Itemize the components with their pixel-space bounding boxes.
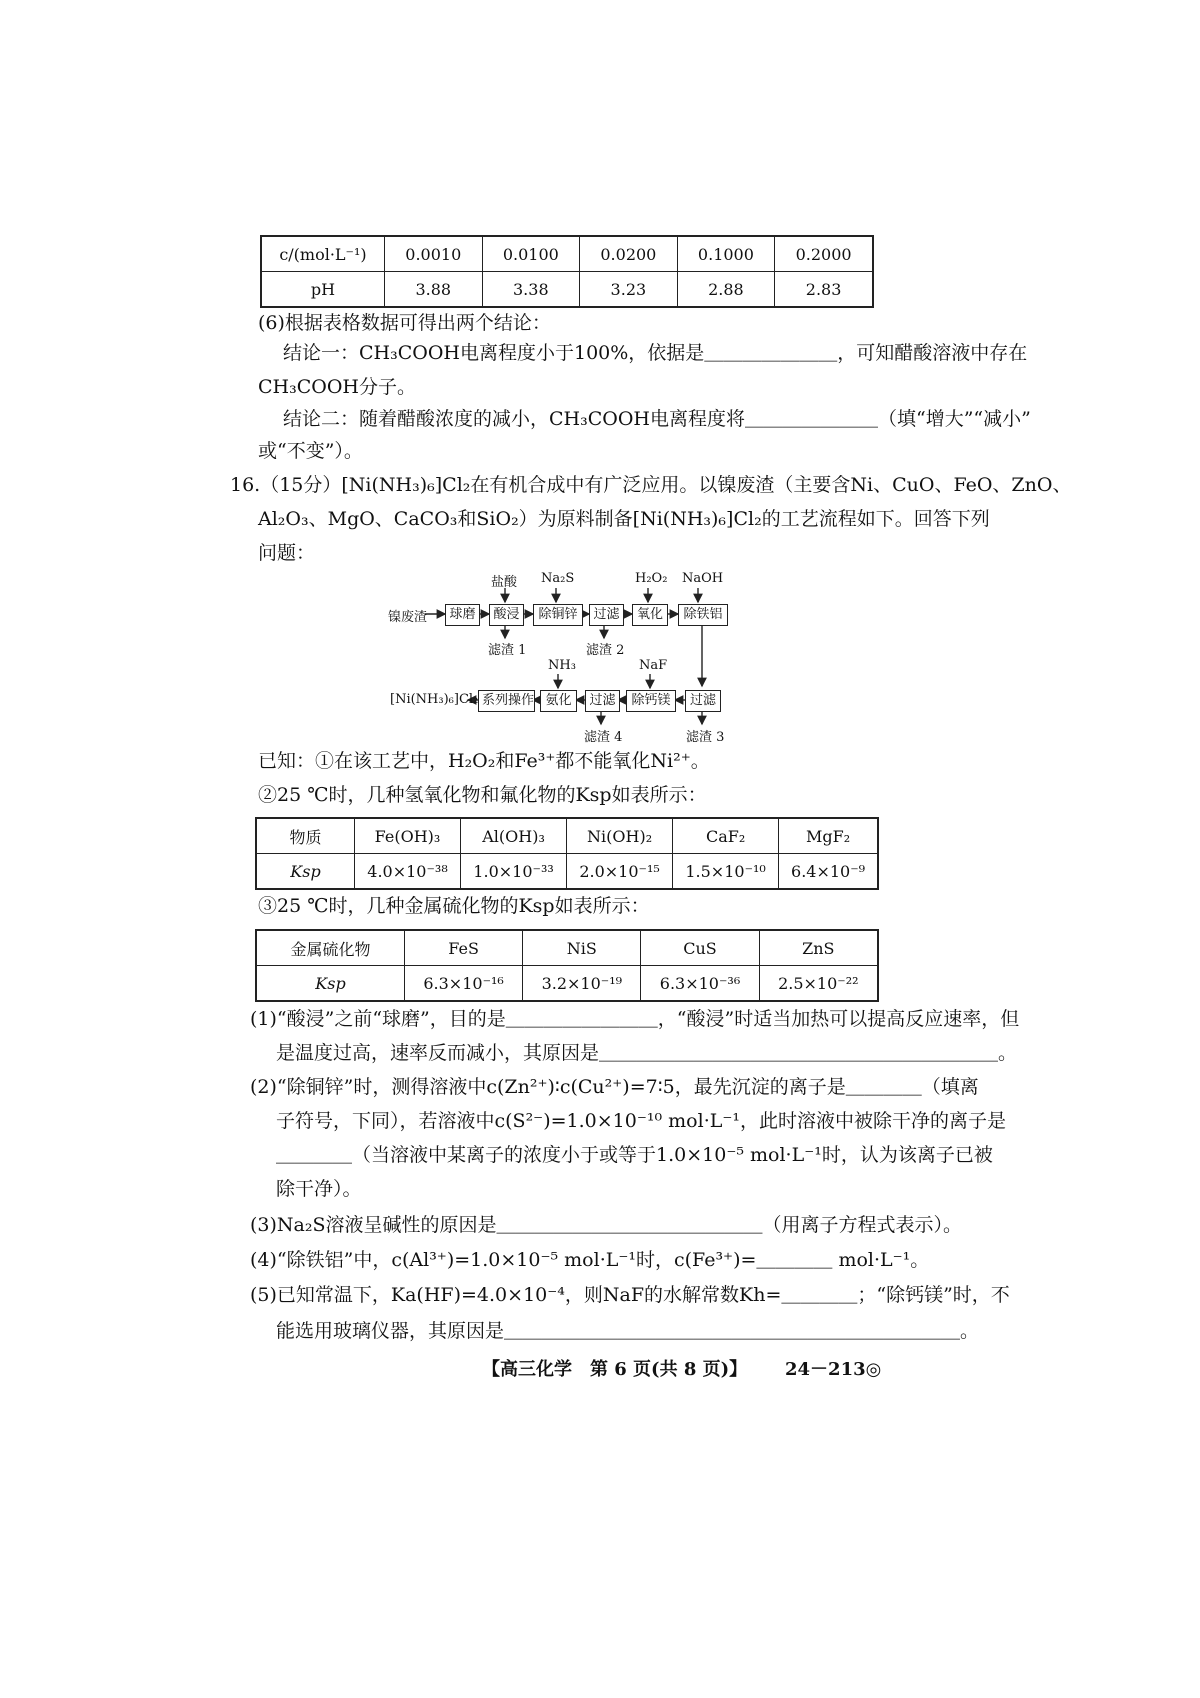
table-cell: Ni(OH)₂ (567, 818, 673, 854)
flow-reagent: NaF (639, 658, 668, 673)
table-cell: 0.0100 (482, 236, 580, 272)
table-cell: c/(mol·L⁻¹) (261, 236, 385, 272)
question-text: Al₂O₃、MgO、CaCO₃和SiO₂）为原料制备[Ni(NH₃)₆]Cl₂的工艺流程如下。回答下列 (258, 508, 990, 530)
hydroxide-fluoride-ksp-table (255, 817, 879, 890)
table-cell: Ksp (256, 854, 355, 890)
question-text: (6)根据表格数据可得出两个结论： (258, 312, 551, 334)
table-cell: Al(OH)₃ (461, 818, 567, 854)
question-text: (1)“酸浸”之前“球磨”，目的是＿＿＿＿＿＿＿＿，“酸浸”时适当加热可以提高反应速率，但 (250, 1008, 1020, 1030)
page-code: 24－213◎ (785, 1359, 882, 1380)
table-cell: 0.0010 (385, 236, 483, 272)
flow-step: 氧化 (632, 604, 668, 626)
flow-residue: 滤渣 2 (586, 643, 625, 658)
table-row (256, 854, 878, 890)
flow-reagent: NH₃ (548, 658, 576, 673)
known-text: ②25 ℃时，几种氢氧化物和氟化物的Ksp如表所示： (258, 784, 707, 806)
question-text: 是温度过高，速率反而减小，其原因是＿＿＿＿＿＿＿＿＿＿＿＿＿＿＿＿＿＿＿＿＿。 (276, 1042, 1018, 1064)
question-text: 结论一：CH₃COOH电离程度小于100%，依据是＿＿＿＿＿＿＿，可知醋酸溶液中存在 (283, 342, 1028, 364)
flow-step: 过滤 (685, 690, 721, 712)
flow-reagent: 盐酸 (491, 575, 518, 590)
flow-step: 氨化 (540, 690, 577, 712)
page-footer: 【高三化学 第 6 页(共 8 页)】 (482, 1359, 748, 1380)
table-cell: pH (261, 272, 385, 308)
flow-start: 镍废渣 (388, 610, 428, 625)
question-text: (3)Na₂S溶液呈碱性的原因是＿＿＿＿＿＿＿＿＿＿＿＿＿＿（用离子方程式表示）。 (250, 1214, 963, 1236)
flow-reagent: Na₂S (541, 571, 575, 586)
flow-step: 除铁铝 (678, 604, 728, 626)
table-cell: 0.1000 (677, 236, 775, 272)
flow-step: 过滤 (585, 690, 620, 712)
flow-step: 除钙镁 (626, 690, 676, 712)
table-cell: 1.5×10⁻¹⁰ (673, 854, 779, 890)
question-text: 16.（15分）[Ni(NH₃)₆]Cl₂在有机合成中有广泛应用。以镍废渣（主要含Ni、CuO、FeO、ZnO、 (230, 474, 1072, 496)
flow-step: 过滤 (589, 604, 624, 626)
table-cell: CaF₂ (673, 818, 779, 854)
table-cell: 3.23 (580, 272, 678, 308)
question-text: 结论二：随着醋酸浓度的减小，CH₃COOH电离程度将＿＿＿＿＿＿＿（填“增大”“减小” (283, 408, 1031, 430)
flow-residue: 滤渣 4 (584, 730, 623, 745)
table-cell: 4.0×10⁻³⁸ (355, 854, 461, 890)
flow-step: 酸浸 (489, 604, 524, 626)
table-cell: 2.5×10⁻²² (759, 966, 878, 1002)
question-text: 子符号，下同），若溶液中c(S²⁻)=1.0×10⁻¹⁰ mol·L⁻¹，此时溶液中被除干净的离子是 (276, 1110, 1006, 1132)
flow-reagent: NaOH (682, 571, 724, 586)
table-cell: 2.83 (775, 272, 873, 308)
table-cell: 6.4×10⁻⁹ (779, 854, 878, 890)
flow-product: [Ni(NH₃)₆]Cl₂ (390, 692, 479, 707)
question-text: 或“不变”）。 (258, 440, 363, 462)
table-cell: 2.0×10⁻¹⁵ (567, 854, 673, 890)
table-cell: 0.0200 (580, 236, 678, 272)
question-text: 问题： (258, 542, 316, 564)
question-text: (4)“除铁铝”中，c(Al³⁺)=1.0×10⁻⁵ mol·L⁻¹时，c(Fe³⁺)=＿＿＿＿ mol·L⁻¹。 (250, 1249, 930, 1271)
table-cell: Fe(OH)₃ (355, 818, 461, 854)
table-cell: 物质 (256, 818, 355, 854)
table-cell: 2.88 (677, 272, 775, 308)
question-text: (5)已知常温下，Ka(HF)=4.0×10⁻⁴，则NaF的水解常数Kh=＿＿＿＿；“除钙镁”时，不 (250, 1284, 1010, 1306)
question-text: 能选用玻璃仪器，其原因是＿＿＿＿＿＿＿＿＿＿＿＿＿＿＿＿＿＿＿＿＿＿＿＿。 (276, 1320, 980, 1342)
table-cell: 3.88 (385, 272, 483, 308)
table-cell: 金属硫化物 (256, 930, 405, 966)
flow-residue: 滤渣 3 (686, 730, 725, 745)
flow-residue: 滤渣 1 (488, 643, 527, 658)
table-cell: 3.38 (482, 272, 580, 308)
known-text: 已知：①在该工艺中，H₂O₂和Fe³⁺都不能氧化Ni²⁺。 (258, 750, 710, 772)
table-cell: 6.3×10⁻³⁶ (641, 966, 759, 1002)
question-text: 除干净）。 (276, 1178, 362, 1200)
table-cell: 6.3×10⁻¹⁶ (405, 966, 523, 1002)
flow-step: 系列操作 (478, 690, 535, 712)
question-text: CH₃COOH分子。 (258, 376, 416, 398)
table-cell: Ksp (256, 966, 405, 1002)
table-cell: 3.2×10⁻¹⁹ (523, 966, 641, 1002)
flow-step: 球磨 (445, 604, 480, 626)
flow-reagent: H₂O₂ (635, 571, 668, 586)
known-text: ③25 ℃时，几种金属硫化物的Ksp如表所示： (258, 895, 650, 917)
question-text: (2)“除铜锌”时，测得溶液中c(Zn²⁺)∶c(Cu²⁺)=7∶5，最先沉淀的离子是＿＿＿＿（填离 (250, 1076, 979, 1098)
question-text: ＿＿＿＿（当溶液中某离子的浓度小于或等于1.0×10⁻⁵ mol·L⁻¹时，认为该离子已被 (276, 1144, 993, 1166)
table-cell: NiS (523, 930, 641, 966)
table-row (256, 966, 878, 1002)
table-row (256, 818, 878, 854)
table-row (256, 930, 878, 966)
table-cell: FeS (405, 930, 523, 966)
sulfide-ksp-table (255, 929, 879, 1002)
table-cell: CuS (641, 930, 759, 966)
table-cell: 1.0×10⁻³³ (461, 854, 567, 890)
flow-step: 除铜锌 (533, 604, 583, 626)
table-cell: ZnS (759, 930, 878, 966)
table-cell: 0.2000 (775, 236, 873, 272)
table-cell: MgF₂ (779, 818, 878, 854)
